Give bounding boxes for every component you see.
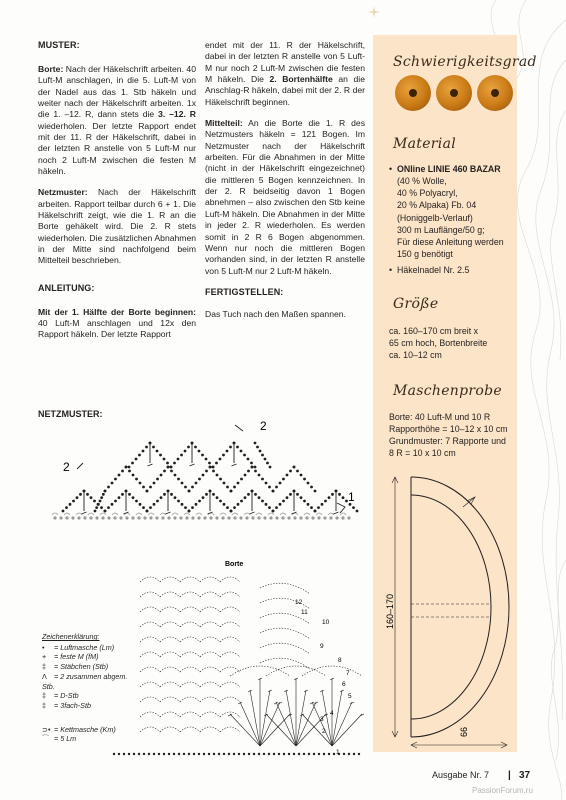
page-footer bbox=[0, 768, 566, 788]
material-block bbox=[389, 163, 513, 276]
text-line: 20 % Alpaka) Fb. 04 bbox=[397, 200, 477, 211]
watermark: PassionForum.ru bbox=[472, 786, 533, 795]
borte-row-number: 8 bbox=[338, 657, 342, 664]
yarn-item bbox=[389, 163, 513, 260]
half-paragraph bbox=[38, 307, 196, 341]
borte-row-number: 6 bbox=[342, 681, 346, 688]
material-heading: Material bbox=[393, 136, 456, 152]
text-line: Grundmuster: 7 Rapporte und bbox=[389, 436, 506, 447]
borte-row-number: 5 bbox=[348, 693, 352, 700]
yarn-ball-icon bbox=[395, 75, 431, 111]
fertig-text: Das Tuch nach den Maßen spannen. bbox=[205, 308, 346, 319]
legend-text: = feste M (fM) bbox=[54, 652, 99, 662]
difficulty-rating bbox=[395, 75, 515, 115]
borte-row-number: 3 bbox=[320, 716, 324, 723]
legend-entry bbox=[42, 652, 132, 662]
netzmuster-heading: NETZMUSTER: bbox=[38, 409, 103, 419]
borte-diagram bbox=[110, 558, 375, 763]
legend-symbol: Λ bbox=[42, 671, 47, 681]
legend-text: = Luftmasche (Lm) bbox=[54, 642, 115, 652]
legend-entry bbox=[42, 672, 132, 691]
text-line: ca. 10–12 cm bbox=[389, 350, 442, 361]
borte-row-number: 1 bbox=[336, 749, 340, 756]
borte-row-number: 11 bbox=[301, 609, 308, 616]
text-line: 150 g benötigt bbox=[397, 248, 453, 259]
netz-label: Netzmuster: bbox=[38, 187, 88, 198]
text-line: 300 m Lauflänge/50 g; bbox=[397, 224, 485, 235]
hook-item: • Häkelnadel Nr. 2.5 bbox=[389, 264, 513, 276]
muster-heading: MUSTER: bbox=[38, 40, 80, 50]
shawl-schematic bbox=[387, 469, 511, 749]
legend-symbol: ⊃• bbox=[42, 724, 51, 734]
anleitung-heading: ANLEITUNG: bbox=[38, 282, 95, 293]
borte-text-2: wiederholen. Der letzte Rapport endet mit der 11. R der Häkelschrift, dabei in der letzten R anstelle von 5 Luft-M nur noch 2 Luft-M zwischen die festen M häkeln. bbox=[38, 120, 196, 176]
mittelteil-label: Mittelteil: bbox=[205, 118, 243, 129]
legend-text: = 3fach-Stb bbox=[54, 701, 91, 711]
legend-text: = Kettmasche (Km) bbox=[54, 724, 116, 734]
legend-entry bbox=[42, 725, 132, 735]
legend bbox=[42, 632, 132, 744]
legend-text: = 5 Lm bbox=[54, 734, 77, 744]
schematic-inner bbox=[411, 495, 491, 719]
borte-row-number: 9 bbox=[320, 643, 324, 650]
half-text: 40 Luft-M anschlagen und 12x den Rapport häkeln. Der letzte Rapport bbox=[38, 317, 196, 340]
legend-text: = Stäbchen (Stb) bbox=[54, 662, 109, 672]
page-number: 37 bbox=[519, 770, 531, 781]
gauge-heading: Maschenprobe bbox=[393, 383, 502, 399]
borte-row-number: 10 bbox=[322, 619, 330, 626]
borte-row-number: 7 bbox=[346, 670, 350, 677]
legend-entry bbox=[42, 662, 132, 672]
fertig-heading: FERTIGSTELLEN: bbox=[205, 286, 284, 297]
size-heading: Größe bbox=[393, 296, 439, 312]
mittelteil-paragraph bbox=[205, 118, 365, 277]
text-line: (40 % Wolle, bbox=[397, 176, 447, 187]
continuation-text: endet mit der 11. R der Häkelschrift, dabei in der letzten R anstelle von 5 Luft-M nur noch 2 Luft-M zwischen die festen M häkeln. Die bbox=[205, 40, 365, 85]
text-line: Rapporthöhe = 10–12 x 10 cm bbox=[389, 424, 508, 435]
legend-text: = D-Stb bbox=[54, 691, 79, 701]
borte-bold: 3. –12. R bbox=[158, 109, 197, 120]
sparkle-icon bbox=[368, 6, 380, 18]
issue-label: Ausgabe Nr. 7 bbox=[432, 770, 490, 780]
size-block bbox=[389, 325, 513, 361]
legend-entry bbox=[42, 701, 132, 711]
borte-row-number: 2 bbox=[322, 728, 326, 735]
schematic-outer bbox=[411, 477, 509, 737]
mittelteil-text: An die Borte die 1. R des Netzmusters häkeln = 121 Bogen. Im Netzmuster nach der Häkelschrift arbeiten. Für die Abnahmen in der Mitte (nicht in der Häkelschrift eingezeichnet) die mittleren 5 Bogen kennzeichnen. In der 2. R beidseitig davon 1 Bogen abnehmen – also zwischen den Stb keine Luft-M häkeln. Die Abnahmen in der Mitte in jeder 2. R wiederholen. Es werden somit in 2 R 6 Bogen abgenommen. Wenn nur noch die mittleren Bogen vorhanden sind, in der letzten R anstelle von 5 Luft-M nur 2 Luft-M häkeln. bbox=[205, 118, 365, 276]
borte-row-number: 4 bbox=[330, 710, 334, 717]
legend-text: = 2 zusammen abgem. Stb. bbox=[42, 671, 128, 691]
legend-title: Zeichenerklärung: bbox=[42, 632, 100, 641]
text-line: Borte: 40 Luft-M und 10 R bbox=[389, 412, 491, 422]
legend-symbol: ‡ bbox=[42, 701, 46, 711]
yarn-ball-icon bbox=[477, 75, 513, 111]
legend-symbol: ‡ bbox=[42, 662, 46, 672]
borte-row-number: 12 bbox=[295, 599, 303, 606]
legend-entry bbox=[42, 643, 132, 653]
legend-symbol: • bbox=[42, 642, 45, 652]
yarn-name: ONline LINIE 460 BAZAR bbox=[397, 164, 501, 174]
borte-text: Nach der Häkelschrift arbeiten. 40 Luft-M anschlagen, in die 5. Luft-M von der Nadel aus das 1. Stb häkeln und weiter nach der Häkelschrift arbeiten. 1x die 1. –12. R, dann stets die bbox=[38, 63, 196, 120]
netz-row-label-2b: 2 bbox=[63, 460, 70, 474]
info-sidebar bbox=[373, 35, 537, 752]
text-line: 65 cm hoch, Bortenbreite bbox=[389, 338, 488, 349]
middle-column bbox=[205, 40, 365, 330]
continuation-paragraph bbox=[205, 40, 365, 108]
footer-separator: | bbox=[508, 770, 511, 781]
yarn-ball-icon bbox=[436, 75, 472, 111]
text-line: Für diese Anleitung werden bbox=[397, 236, 504, 247]
borte-label: Borte: bbox=[38, 63, 64, 74]
legend-symbol: ⌒ bbox=[42, 734, 50, 744]
second-half-label: 2. Bortenhälfte bbox=[269, 74, 333, 85]
netz-row-label-2a: 2 bbox=[260, 419, 267, 433]
gauge-block bbox=[389, 411, 513, 460]
legend-entry bbox=[42, 691, 132, 701]
text-line: (Honiggelb-Verlauf) bbox=[397, 212, 473, 223]
netz-row-label-1: 1 bbox=[348, 490, 355, 504]
legend-symbol: + bbox=[42, 652, 47, 662]
half-label: Mit der 1. Hälfte der Borte beginnen: bbox=[38, 306, 196, 317]
netz-paragraph bbox=[38, 187, 196, 266]
legend-symbol: ‡ bbox=[42, 691, 46, 701]
continuation-end: an die Anschlag-R häkeln, dabei mit der 2. R der Häkelschrift beginnen. bbox=[205, 74, 365, 107]
difficulty-heading: Schwierigkeitsgrad bbox=[393, 54, 537, 70]
netz-text: Nach der Häkelschrift arbeiten. Rapport teilbar durch 6 + 1. Die Häkelschrift zeigt, wie die 1. R an die Borte gehäkelt wird. Die 2. R stets wiederholen. Die zusätzlichen Abnahmen in der Mitte sind nachfolgend beim Mittelteil beschrieben. bbox=[38, 187, 196, 266]
schematic-height-label: 66 bbox=[459, 726, 469, 737]
legend-entry bbox=[42, 734, 132, 744]
left-column bbox=[38, 40, 196, 351]
text-line: ca. 160–170 cm breit x bbox=[389, 326, 478, 336]
schematic-width-label: 160–170 bbox=[385, 593, 395, 629]
netzmuster-diagram bbox=[45, 405, 365, 530]
text-line: 40 % Polyacryl, bbox=[397, 188, 458, 199]
text-line: 8 R = 10 x 10 cm bbox=[389, 448, 456, 459]
borte-title: Borte bbox=[225, 561, 244, 568]
borte-paragraph bbox=[38, 64, 196, 177]
